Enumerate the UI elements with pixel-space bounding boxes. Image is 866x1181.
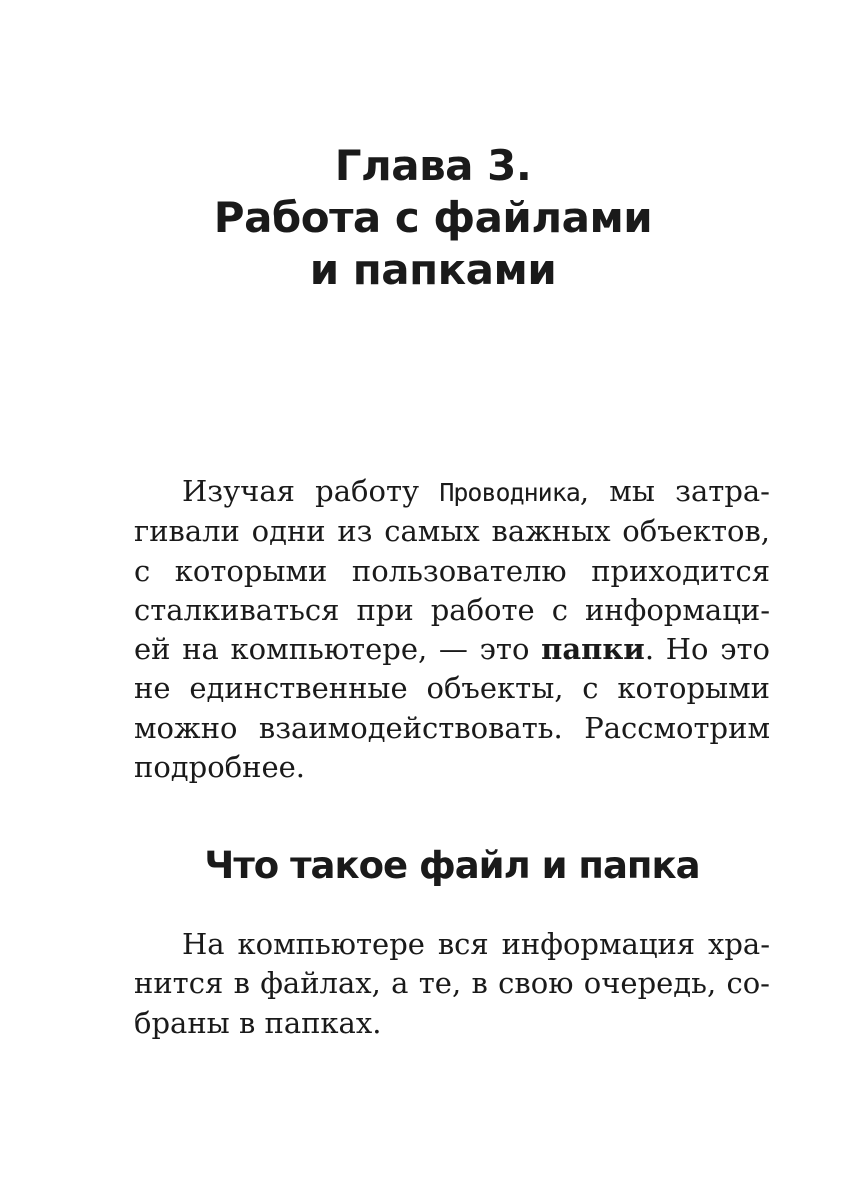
section-heading: Что такое файл и папка bbox=[204, 844, 700, 887]
paragraph-line: нится в файлах, а те, в свою очередь, со- bbox=[134, 966, 770, 1001]
paragraph-line: не единственные объекты, с которыми bbox=[134, 671, 770, 706]
chapter-title-line: и папками bbox=[309, 245, 557, 294]
paragraph-line: гивали одни из самых важных объектов, bbox=[134, 514, 770, 549]
text-run: Изучая работу bbox=[182, 474, 440, 508]
paragraph-line bbox=[134, 630, 770, 669]
text-run: ей на компьютере, — это bbox=[134, 632, 542, 667]
paragraph-line: На компьютере вся информация хра- bbox=[182, 927, 770, 961]
paragraph-line: сталкиваться при работе с информаци- bbox=[134, 592, 770, 627]
chapter-title-line: Глава 3. bbox=[334, 141, 532, 190]
intro-paragraph bbox=[134, 472, 770, 787]
text-run: . Но это bbox=[644, 632, 770, 667]
paragraph-line: можно взаимодействовать. Рассмотрим bbox=[134, 710, 770, 745]
text-run: , мы затра- bbox=[579, 474, 770, 508]
paragraph-line bbox=[134, 472, 770, 512]
paragraph-line: подробнее. bbox=[134, 750, 305, 785]
section-paragraph bbox=[134, 925, 770, 1043]
paragraph-line: браны в папках. bbox=[134, 1005, 382, 1040]
program-name: Проводника bbox=[439, 478, 580, 507]
chapter-title bbox=[100, 140, 766, 296]
bold-term: папки bbox=[541, 632, 645, 667]
paragraph-line: с которыми пользователю приходится bbox=[134, 553, 770, 588]
chapter-title-line: Работа с файлами bbox=[213, 193, 653, 242]
